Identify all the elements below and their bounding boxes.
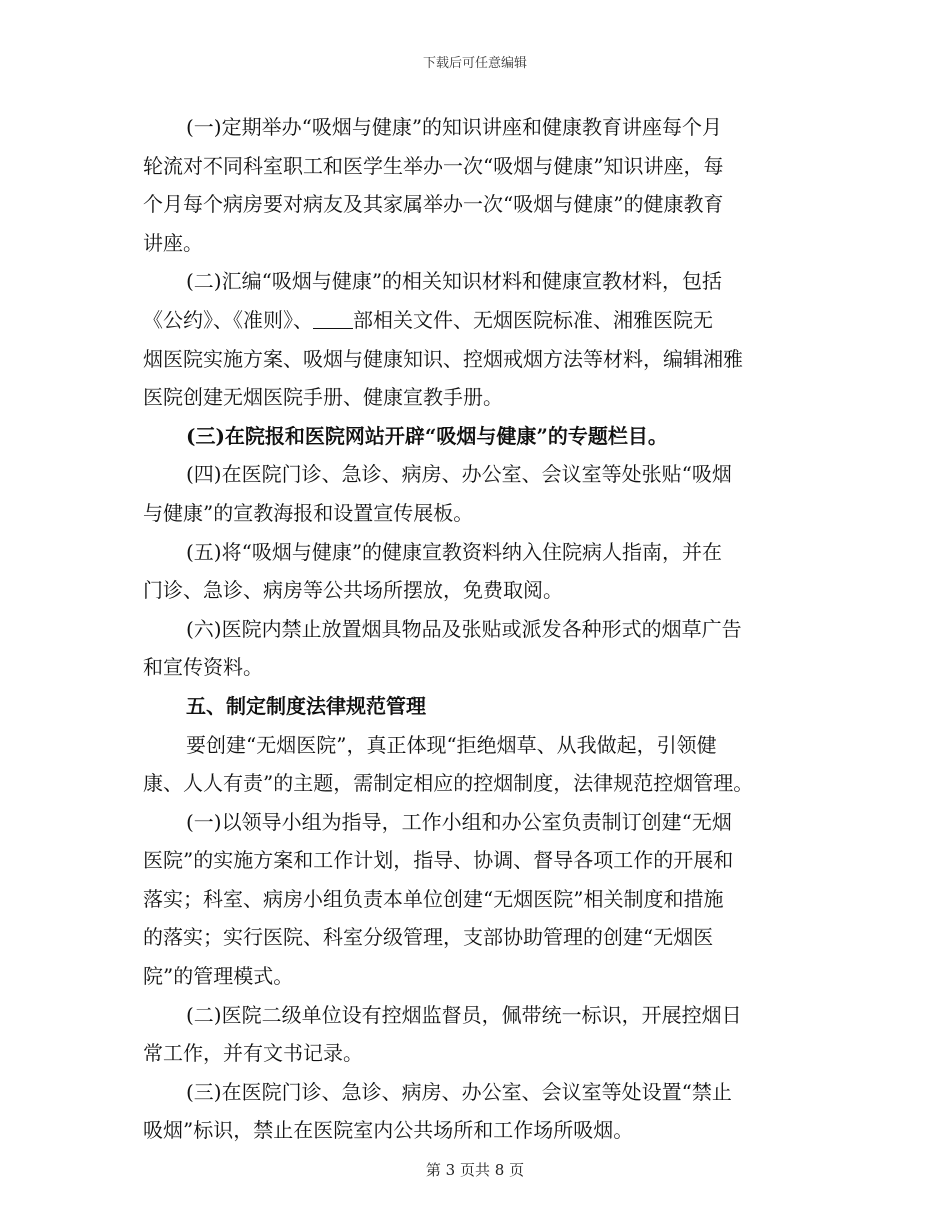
page-header: 下载后可任意编辑 — [422, 56, 527, 71]
paragraph-line: 康、人人有责”的主题，需制定相应的控烟制度，法律规范控烟管理。 — [143, 771, 754, 796]
paragraph-line: 要创建“无烟医院”，真正体现“拒绝烟草、从我做起，引领健 — [186, 732, 717, 757]
line-text-after-blank: 部相关文件、无烟医院标准、湘雅医院无 — [353, 307, 713, 332]
paragraph-line: (二)汇编“吸烟与健康”的相关知识材料和健康宣教材料，包括 — [186, 269, 723, 294]
paragraph-line: 个月每个病房要对病友及其家属举办一次“吸烟与健康”的健康教育 — [143, 192, 724, 217]
fill-in-blank — [313, 306, 353, 329]
paragraph-line: 院”的管理模式。 — [143, 964, 294, 989]
paragraph-line: (五)将“吸烟与健康”的健康宣教资料纳入住院病人指南，并在 — [186, 539, 723, 564]
paragraph-line: 常工作，并有文书记录。 — [143, 1041, 363, 1066]
paragraph-line: 与健康”的宣教海报和设置宣传展板。 — [143, 500, 474, 525]
document-body — [143, 108, 803, 1150]
page-number: 第 3 页共 8 页 — [425, 1161, 525, 1179]
paragraph-line: (二)医院二级单位设有控烟监督员，佩带统一标识，开展控烟日 — [186, 1002, 742, 1027]
paragraph-line: 医院”的实施方案和工作计划，指导、协调、督导各项工作的开展和 — [143, 848, 734, 873]
paragraph-line: 的落实；实行医院、科室分级管理，支部协助管理的创建“无烟医 — [143, 925, 714, 950]
paragraph-line-with-blank — [143, 301, 803, 340]
paragraph-line: 医院创建无烟医院手册、健康宣教手册。 — [143, 385, 503, 410]
paragraph-line: (一)定期举办“吸烟与健康”的知识讲座和健康教育讲座每个月 — [186, 115, 723, 139]
bold-paragraph-line: (三)在院报和医院网站开辟“吸烟与健康”的专题栏目。 — [186, 423, 668, 448]
paragraph-line: 讲座。 — [143, 230, 203, 255]
paragraph-line: (三)在医院门诊、急诊、病房、办公室、会议室等处设置“禁止 — [186, 1079, 732, 1104]
line-text-before-blank: 《公约》、《准则》、 — [143, 307, 313, 332]
paragraph-line: 门诊、急诊、病房等公共场所摆放，免费取阅。 — [143, 578, 563, 603]
paragraph-line: 落实；科室、病房小组负责本单位创建“无烟医院”相关制度和措施 — [143, 886, 724, 911]
section-heading: 五、制定制度法律规范管理 — [186, 693, 426, 718]
paragraph-line: 和宣传资料。 — [143, 655, 263, 680]
paragraph-line: (四)在医院门诊、急诊、病房、办公室、会议室等处张贴“吸烟 — [186, 462, 732, 487]
paragraph-line: (一)以领导小组为指导，工作小组和办公室负责制订创建“无烟 — [186, 809, 732, 834]
paragraph-line: 吸烟”标识，禁止在医院室内公共场所和工作场所吸烟。 — [143, 1118, 634, 1143]
paragraph-line: (六)医院内禁止放置烟具物品及张贴或派发各种形式的烟草广告 — [186, 616, 742, 641]
paragraph-line: 轮流对不同科室职工和医学生举办一次“吸烟与健康”知识讲座，每 — [143, 153, 724, 178]
paragraph-line: 烟医院实施方案、吸烟与健康知识、控烟戒烟方法等材料，编辑湘雅 — [143, 346, 743, 371]
